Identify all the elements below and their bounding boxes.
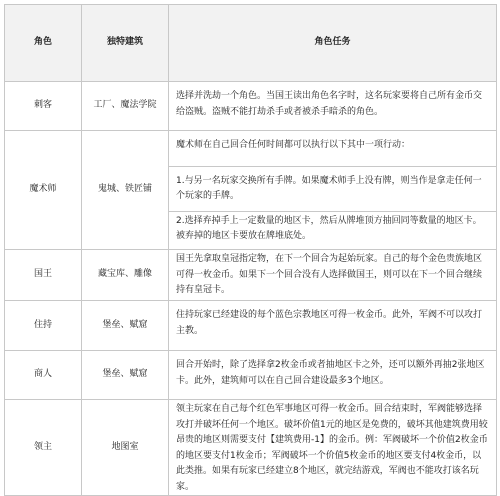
header-role: 角色 xyxy=(5,5,82,82)
task-cell xyxy=(169,131,497,250)
task-cell xyxy=(169,400,497,496)
task-intro: 魔术师在自己回合任何时间都可以执行以下其中一项行动： xyxy=(176,140,411,150)
role-cell: 领主 xyxy=(5,400,82,496)
table-row xyxy=(5,351,497,400)
building-cell: 工厂、魔法学院 xyxy=(82,82,169,131)
table-row xyxy=(5,250,497,301)
table-row xyxy=(5,400,497,496)
role-cell: 魔术师 xyxy=(5,131,82,250)
building-cell: 堡垒、赋窟 xyxy=(82,301,169,351)
role-cell: 住持 xyxy=(5,301,82,351)
header-task: 角色任务 xyxy=(169,5,497,82)
task-cell xyxy=(169,250,497,301)
header-building: 独特建筑 xyxy=(82,5,169,82)
task-option-text: 2.选择弃掉手上一定数量的地区卡，然后从牌堆顶方抽回同等数量的地区卡。被弃掉的地区卡要放在牌堆底处。 xyxy=(176,215,482,241)
table-row xyxy=(5,131,497,250)
task-text: 国王先拿取皇冠指定物，在下一个回合为起始玩家。自己的每个金色贵族地区可得一枚金币。如果下一个回合没有人选择做国王，则可以在下一个回合继续持有皇冠卡。 xyxy=(176,254,483,295)
role-cell: 国王 xyxy=(5,250,82,301)
building-cell: 鬼城、铁匠铺 xyxy=(82,131,169,250)
task-text: 回合开始时，除了选择拿2枚金币或者抽地区卡之外，还可以额外再抽2张地区卡。此外，建筑师可以在自己回合建设最多3个地区。 xyxy=(176,360,485,386)
building-cell: 堡垒、赋窟 xyxy=(82,351,169,400)
task-cell xyxy=(169,301,497,351)
table-row xyxy=(5,82,497,131)
task-cell xyxy=(169,351,497,400)
task-option xyxy=(169,211,496,247)
building-cell: 地图室 xyxy=(82,400,169,496)
task-text: 领主玩家在自己每个红色军事地区可得一枚金币。回合结束时，军阀能够选择攻打并破坏任何一个地区。破坏价值1元的地区是免费的，破坏其他建筑费用较昂贵的地区则需要支付【建筑费用-1】的金币。例：军阀破坏一个价值2枚金币的地区要支付1枚金币；军阀破坏一个价值5枚金币的地区要支付4枚金币，以此类推。如果有玩家已经建立8个地区，就完结游戏，军阀也不能攻打该名玩家。 xyxy=(176,404,488,492)
building-cell: 藏宝库、雕像 xyxy=(82,250,169,301)
task-cell xyxy=(169,82,497,131)
roles-table xyxy=(4,4,497,496)
task-option-text: 1.与另一名玩家交换所有手牌。如果魔术师手上没有牌，则当作是拿走任何一个玩家的手牌。 xyxy=(176,175,482,201)
task-option xyxy=(169,166,496,211)
task-text: 住持玩家已经建设的每个蓝色宗教地区可得一枚金币。此外，军阀不可以攻打主教。 xyxy=(176,310,483,336)
table-row xyxy=(5,301,497,351)
role-cell: 刺客 xyxy=(5,82,82,131)
role-cell: 商人 xyxy=(5,351,82,400)
task-text: 选择并洗劫一个角色。当国王读出角色名字时，这名玩家要将自己所有金币交给盗贼。盗贼不能打劫杀手或者被杀手暗杀的角色。 xyxy=(176,91,483,117)
header-row xyxy=(5,5,497,82)
